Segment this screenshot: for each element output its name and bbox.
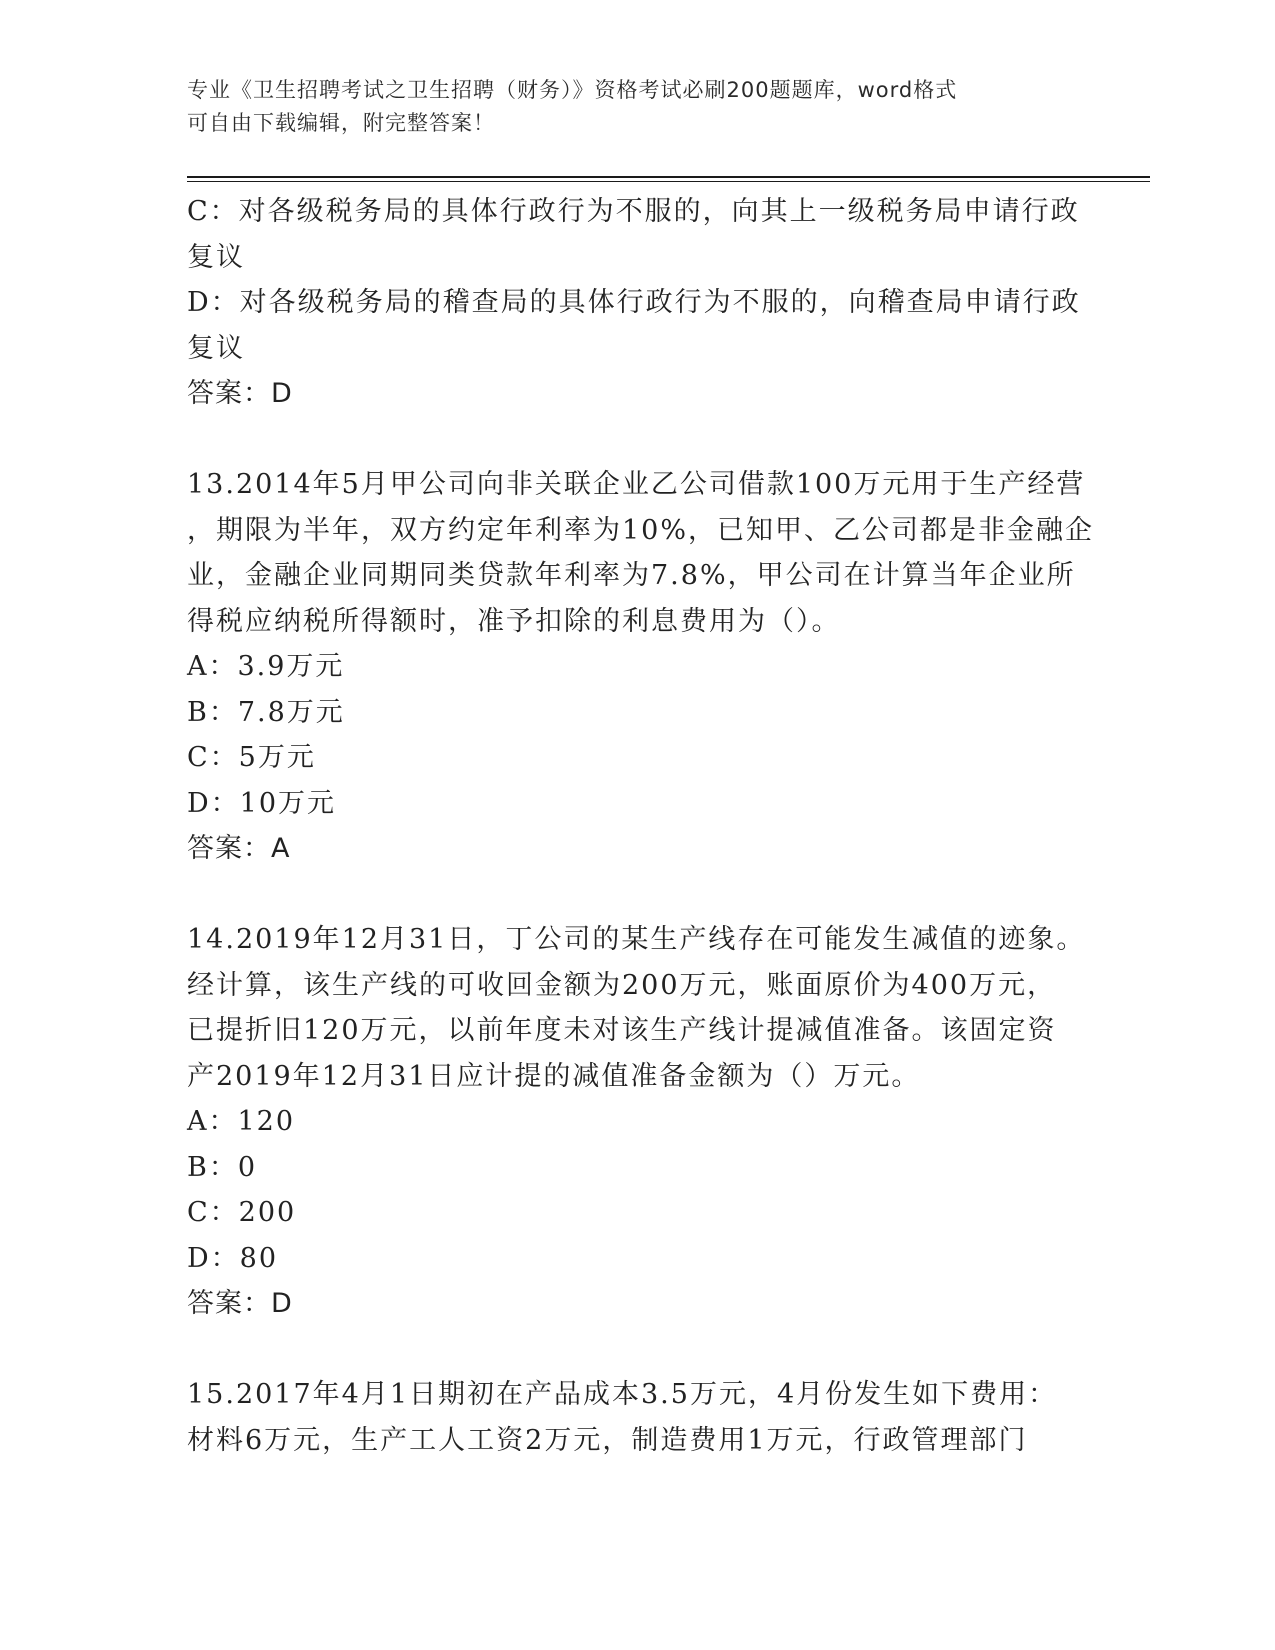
header-divider-thin <box>187 181 1150 182</box>
q14-stem-line-3: 已提折旧120万元，以前年度未对该生产线计提减值准备。该固定资 <box>187 1015 1057 1046</box>
q14-option-c: C：200 <box>187 1197 297 1228</box>
q13-stem-line-3: 业，金融企业同期同类贷款年利率为7.8%，甲公司在计算当年企业所 <box>187 560 1076 591</box>
question-14 <box>187 917 1087 1327</box>
q12-option-d-line-2: 复议 <box>187 332 245 364</box>
header-divider-thick <box>187 176 1150 178</box>
question-13 <box>187 462 1095 872</box>
q14-stem-line-1: 14.2019年12月31日，丁公司的某生产线存在可能发生减值的迹象。 <box>187 924 1086 955</box>
q12-answer: 答案：D <box>187 378 293 409</box>
q13-option-c: C：5万元 <box>187 742 316 773</box>
q13-stem-line-4: 得税应纳税所得额时，准予扣除的利息费用为（）。 <box>187 605 841 637</box>
q15-stem-line-2: 材料6万元，生产工人工资2万元，制造费用1万元，行政管理部门 <box>187 1424 1028 1456</box>
q13-option-b: B：7.8万元 <box>187 696 345 728</box>
spacer <box>187 417 1087 463</box>
q12-option-c-line-2: 复议 <box>187 241 245 273</box>
q14-answer: 答案：D <box>187 1288 293 1319</box>
q12-option-d-line-1: D：对各级税务局的稽查局的具体行政行为不服的，向稽查局申请行政 <box>187 287 1081 318</box>
q15-stem-line-1: 15.2017年4月1日期初在产品成本3.5万元，4月份发生如下费用： <box>187 1379 1058 1410</box>
spacer <box>187 872 1087 918</box>
q14-stem-line-2: 经计算，该生产线的可收回金额为200万元，账面原价为400万元， <box>187 969 1057 1001</box>
document-body <box>187 189 1095 1463</box>
header-title-line-1: 专业《卫生招聘考试之卫生招聘（财务）》资格考试必刷200题题库，word格式 <box>187 78 958 102</box>
q13-option-d: D：10万元 <box>187 787 337 819</box>
q14-option-d: D：80 <box>187 1242 279 1274</box>
q14-option-a: A：120 <box>187 1106 296 1137</box>
header-title-line-2: 可自由下载编辑，附完整答案！ <box>187 111 495 135</box>
q14-option-b: B：0 <box>187 1151 258 1183</box>
q12-option-c-line-1: C：对各级税务局的具体行政行为不服的，向其上一级税务局申请行政 <box>187 196 1080 227</box>
q13-option-a: A：3.9万元 <box>187 651 345 682</box>
q14-stem-line-4: 产2019年12月31日应计提的减值准备金额为（）万元。 <box>187 1060 921 1092</box>
q13-stem-line-2: ，期限为半年，双方约定年利率为10%，已知甲、乙公司都是非金融企 <box>187 514 1095 546</box>
document-header <box>187 74 1067 140</box>
spacer <box>187 1327 1087 1373</box>
question-12 <box>187 189 1087 417</box>
q13-stem-line-1: 13.2014年5月甲公司向非关联企业乙公司借款100万元用于生产经营 <box>187 469 1086 500</box>
question-15 <box>187 1372 1087 1463</box>
q13-answer: 答案：A <box>187 833 291 864</box>
